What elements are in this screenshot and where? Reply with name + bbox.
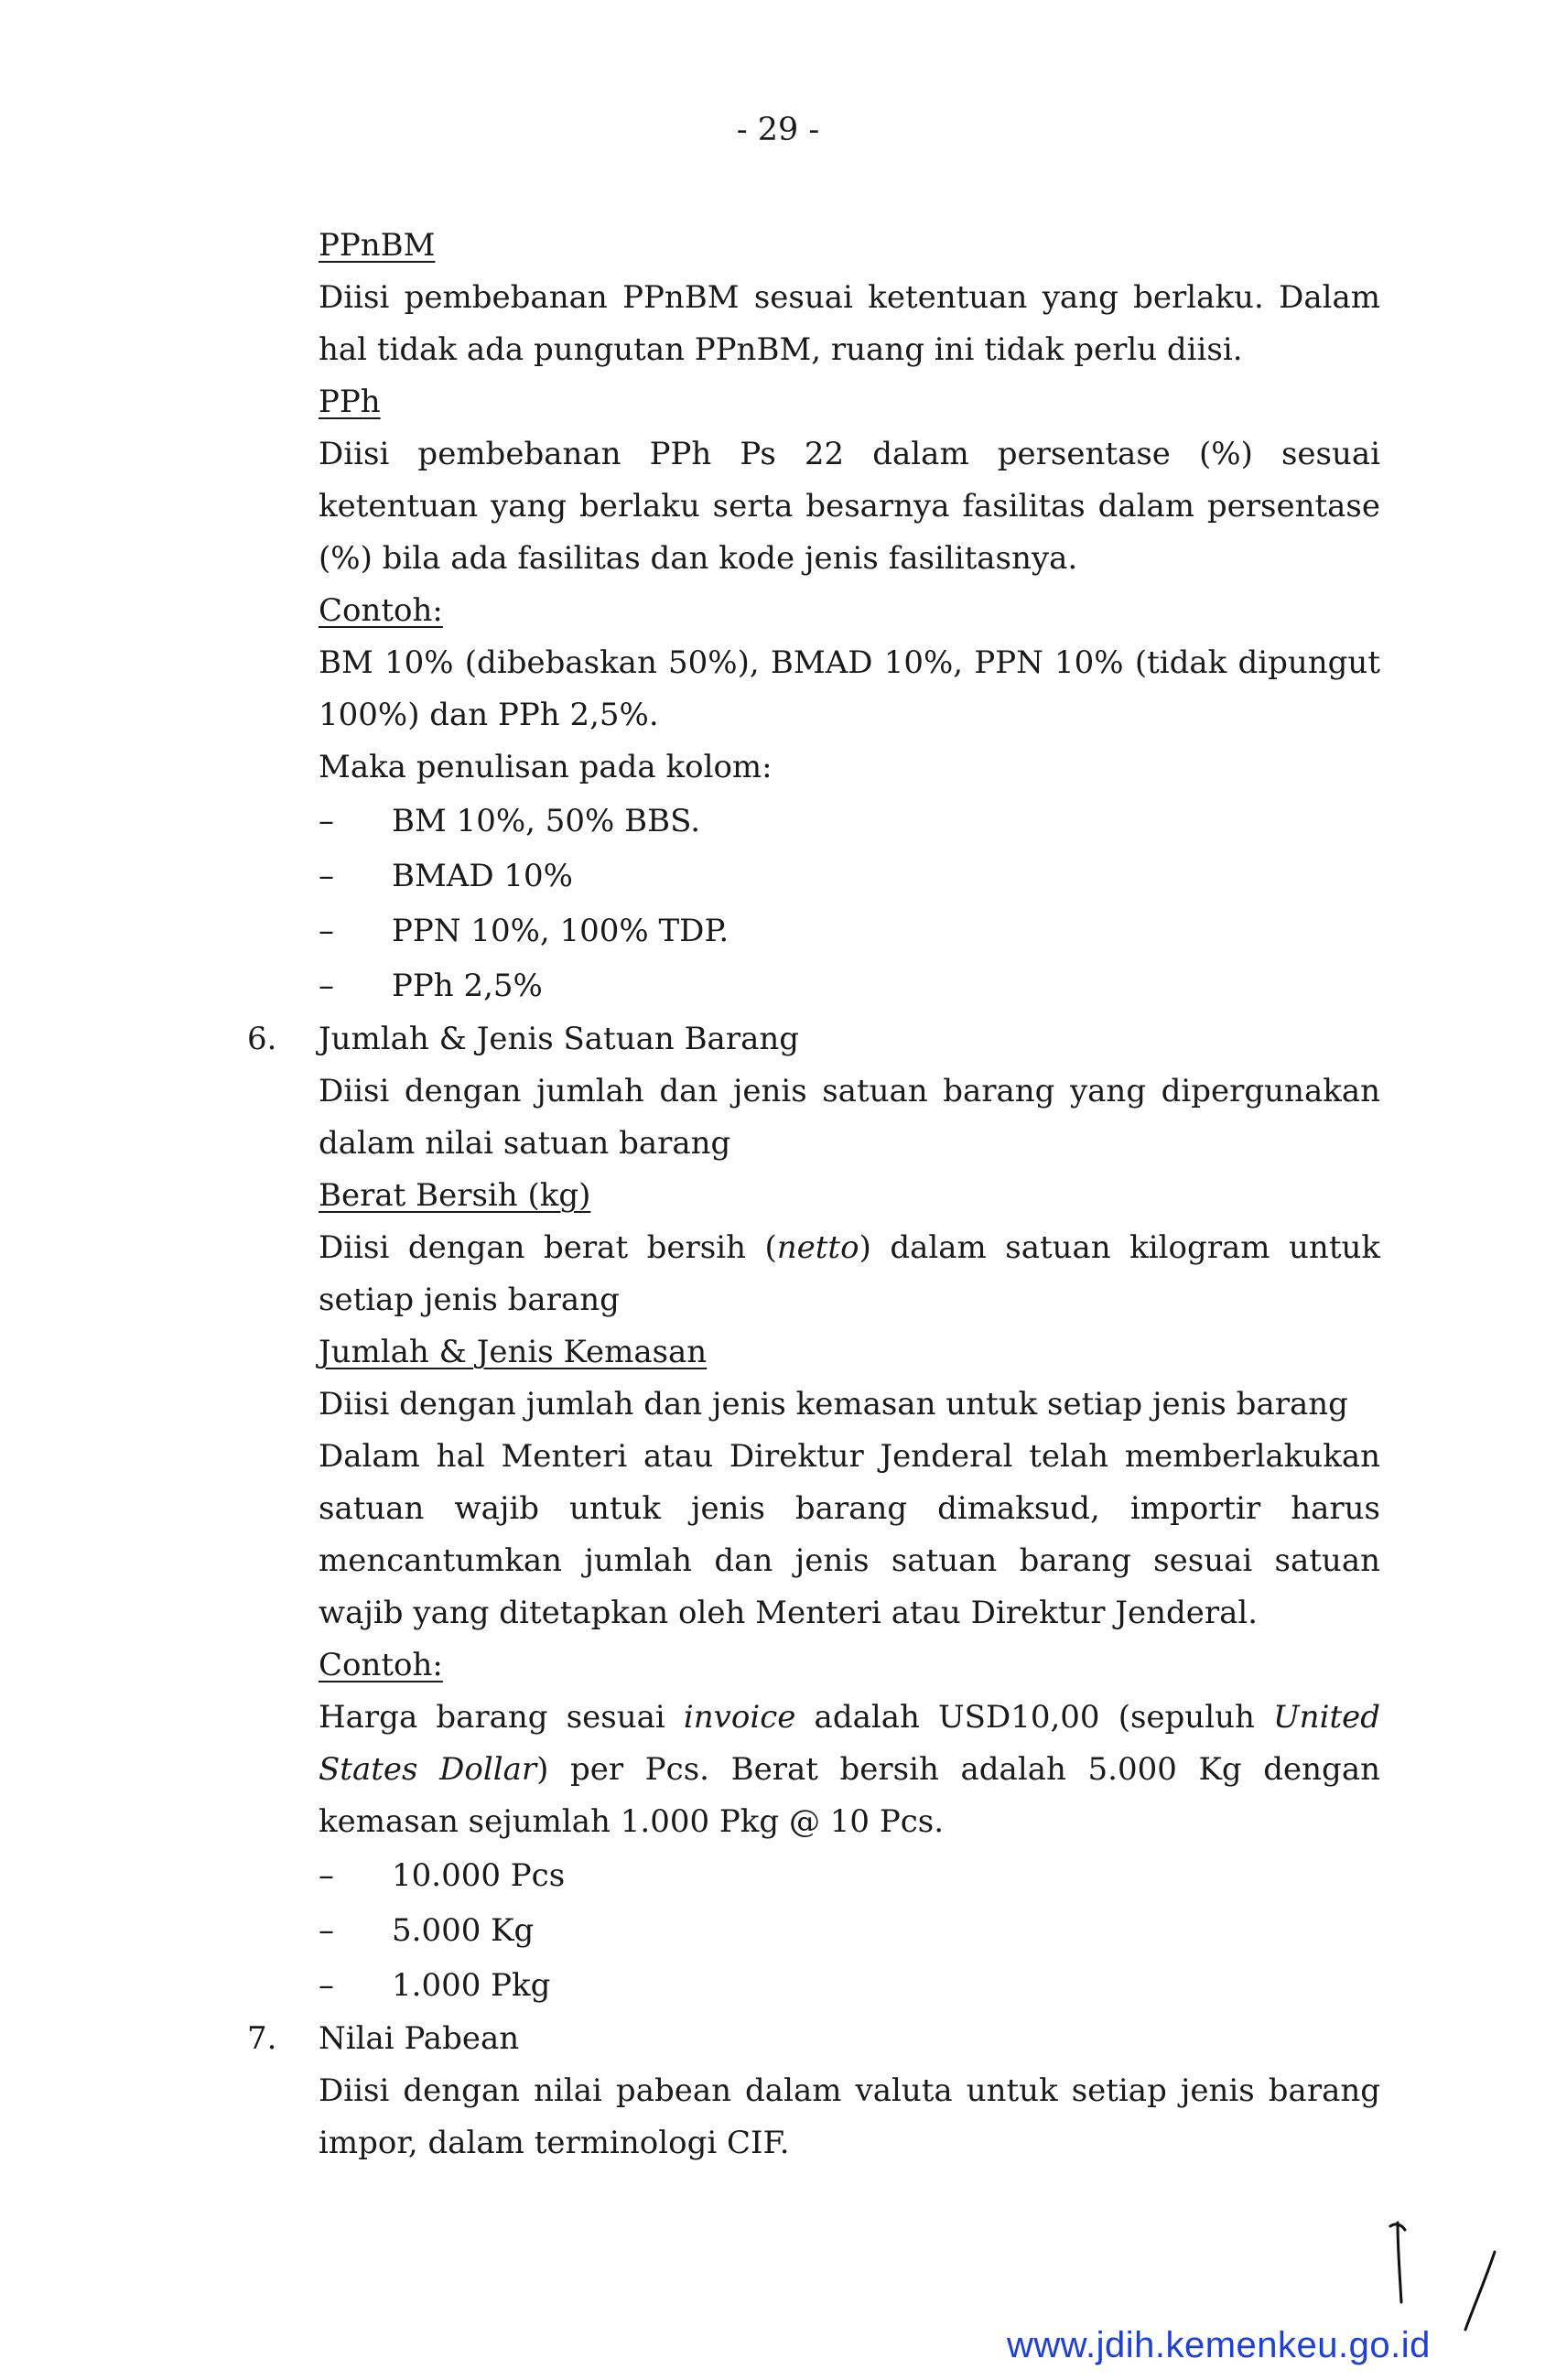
item-7-text: Diisi dengan nilai pabean dalam valuta untuk setiap jenis barang impor, dalam terminologi CIF.	[319, 2072, 1380, 2161]
contoh-text-1: BM 10% (dibebaskan 50%), BMAD 10%, PPN 10% (tidak dipungut 100%) dan PPh 2,5%.	[319, 644, 1380, 733]
contoh-list-1	[319, 794, 1380, 1013]
list-item: – BMAD 10%	[319, 849, 1380, 903]
page-number: - 29 -	[736, 112, 820, 148]
list-item: – PPh 2,5%	[319, 958, 1380, 1013]
kemasan-text: Diisi dengan jumlah dan jenis kemasan untuk setiap jenis barang	[319, 1386, 1348, 1423]
contoh-heading-2: Contoh:	[319, 1647, 443, 1683]
menteri-text: Dalam hal Menteri atau Direktur Jenderal telah memberlakukan satuan wajib untuk jenis barang dimaksud, importir harus mencantumkan jumlah dan jenis satuan barang sesuai satuan wajib yang ditetapkan oleh Menteri atau Direktur Jenderal.	[319, 1438, 1380, 1631]
list-item: – PPN 10%, 100% TDP.	[319, 903, 1380, 958]
contoh-list-2	[319, 1848, 1380, 2013]
list-item: – 1.000 Pkg	[319, 1958, 1380, 2013]
signature-mark	[1378, 2215, 1515, 2334]
list-item: – BM 10%, 50% BBS.	[319, 794, 1380, 849]
list-item: – 5.000 Kg	[319, 1903, 1380, 1958]
item-6-text: Diisi dengan jumlah dan jenis satuan barang yang dipergunakan dalam nilai satuan barang	[319, 1073, 1380, 1162]
contoh-intro-1: Maka penulisan pada kolom:	[319, 749, 773, 785]
document-body	[247, 220, 1380, 2169]
item-6-number: 6.	[247, 1021, 277, 1057]
contoh-text-2: Harga barang sesuai invoice adalah USD10,00 (sepuluh United States Dollar) per Pcs. Berat bersih adalah 5.000 Kg dengan kemasan sejumlah 1.000 Pkg @ 10 Pcs.	[319, 1699, 1380, 1840]
item-7-title: Nilai Pabean	[319, 2020, 520, 2057]
contoh-section-1	[319, 585, 1380, 1013]
item-7	[247, 2013, 1380, 2169]
contoh-heading-1: Contoh:	[319, 592, 443, 629]
pph-section	[319, 376, 1380, 585]
list-item: – 10.000 Pcs	[319, 1848, 1380, 1903]
item-7-number: 7.	[247, 2020, 277, 2057]
kemasan-heading: Jumlah & Jenis Kemasan	[319, 1334, 708, 1370]
pph-heading: PPh	[319, 384, 381, 420]
ppnbm-heading: PPnBM	[319, 227, 436, 264]
berat-bersih-heading: Berat Bersih (kg)	[319, 1177, 591, 1214]
item-6	[247, 1013, 1380, 2013]
ppnbm-section	[319, 220, 1380, 376]
item-6-title: Jumlah & Jenis Satuan Barang	[319, 1021, 800, 1057]
berat-bersih-text: Diisi dengan berat bersih (netto) dalam satuan kilogram untuk setiap jenis barang	[319, 1229, 1380, 1318]
pph-text: Diisi pembebanan PPh Ps 22 dalam persentase (%) sesuai ketentuan yang berlaku serta besarnya fasilitas dalam persentase (%) bila ada fasilitas dan kode jenis fasilitasnya.	[319, 436, 1380, 577]
footer-url[interactable]: www.jdih.kemenkeu.go.id	[1007, 2325, 1431, 2365]
ppnbm-text: Diisi pembebanan PPnBM sesuai ketentuan yang berlaku. Dalam hal tidak ada pungutan PPnBM, ruang ini tidak perlu diisi.	[319, 279, 1380, 368]
